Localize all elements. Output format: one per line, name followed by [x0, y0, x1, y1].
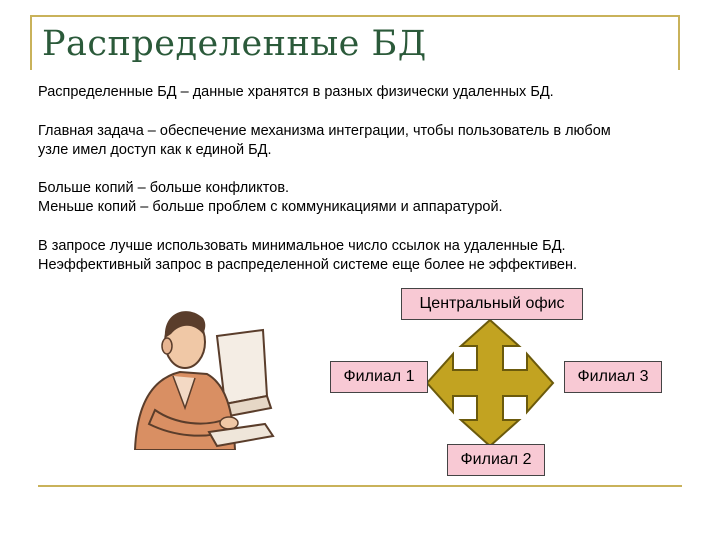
- branch-1-box: Филиал 1: [330, 361, 428, 393]
- paragraph-line: Меньше копий – больше проблем с коммуникациями и аппаратурой.: [38, 199, 503, 215]
- paragraph-line: Распределенные БД – данные хранятся в разных физически удаленных БД.: [38, 84, 554, 100]
- bottom-divider: [38, 485, 682, 487]
- paragraph-line: Больше копий – больше конфликтов.: [38, 180, 290, 196]
- paragraph-main-task: [38, 122, 688, 160]
- person-at-computer-illustration: [125, 300, 275, 450]
- paragraph-copies: [38, 179, 688, 217]
- frame-left-line: [30, 15, 32, 70]
- slide-title: Распределенные БД: [42, 24, 427, 64]
- paragraph-queries: [38, 237, 688, 275]
- frame-right-line: [678, 15, 680, 70]
- paragraph-line: Главная задача – обеспечение механизма интеграции, чтобы пользователь в любом: [38, 123, 611, 139]
- four-way-arrow-icon: [425, 318, 555, 448]
- branch-3-box: Филиал 3: [564, 361, 662, 393]
- frame-top-line: [30, 15, 680, 17]
- paragraph-line: узле имел доступ как к единой БД.: [38, 142, 272, 158]
- paragraph-line: Неэффективный запрос в распределенной системе еще более не эффективен.: [38, 257, 577, 273]
- paragraph-line: В запросе лучше использовать минимальное число ссылок на удаленные БД.: [38, 238, 566, 254]
- central-office-box: Центральный офис: [401, 288, 583, 320]
- branch-2-box: Филиал 2: [447, 444, 545, 476]
- paragraph-distributed-db: [38, 83, 688, 102]
